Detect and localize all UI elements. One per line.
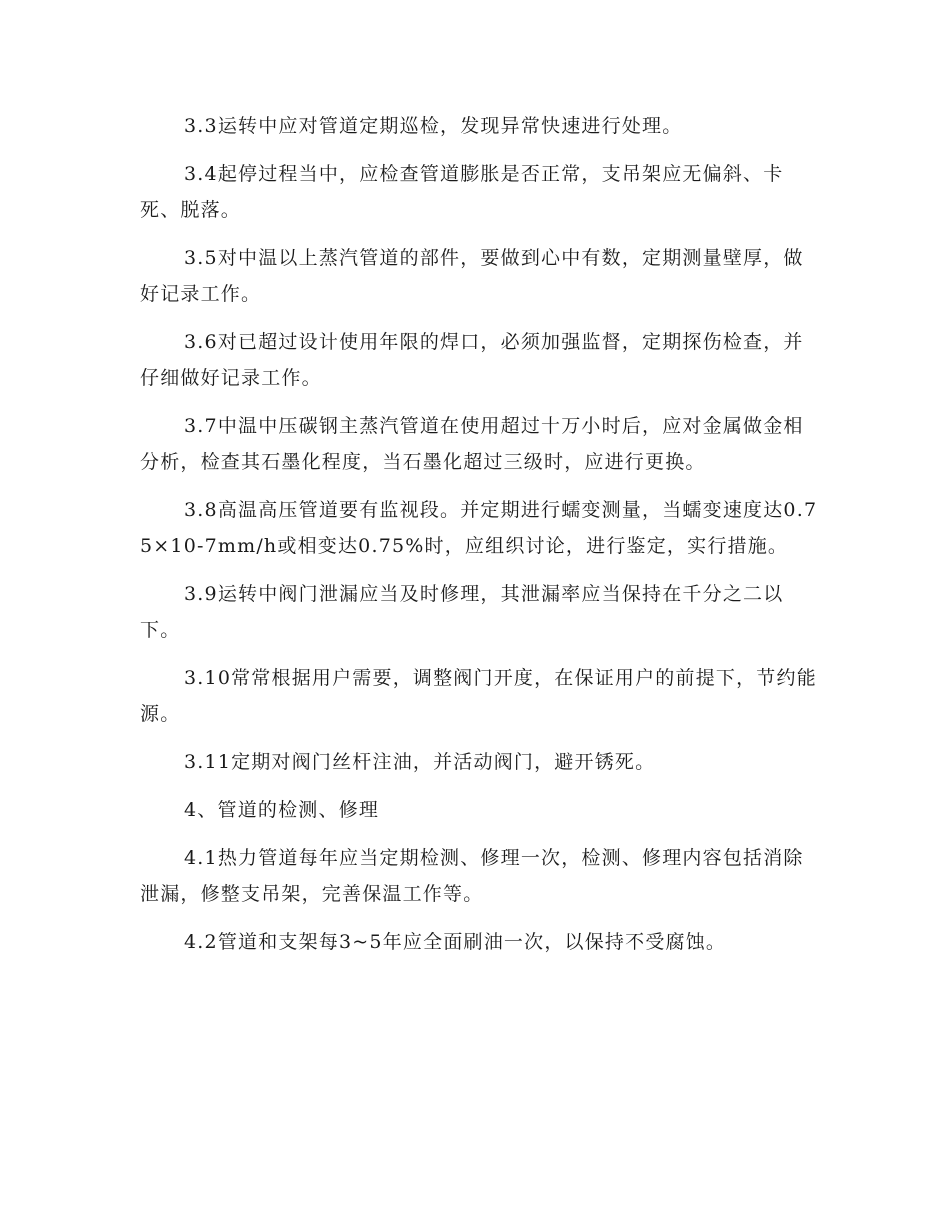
paragraph-3-3: 3.3运转中应对管道定期巡检，发现异常快速进行处理。 [184,115,683,137]
paragraph-3-8: 3.8高温高压管道要有监视段。并定期进行蠕变测量，当蠕变速度达0.75×10-7mm/h或相变达0.75%时，应组织讨论，进行鉴定，实行措施。 [140,499,818,557]
paragraph-3-6: 3.6对已超过设计使用年限的焊口，必须加强监督，定期探伤检查，并仔细做好记录工作。 [140,331,804,389]
paragraph-3-9: 3.9运转中阀门泄漏应当及时修理，其泄漏率应当保持在千分之二以下。 [140,583,784,641]
paragraph-3-10: 3.10常常根据用户需要，调整阀门开度，在保证用户的前提下，节约能源。 [140,667,817,725]
paragraph-4-2: 4.2管道和支架每3~5年应全面刷油一次，以保持不受腐蚀。 [184,931,727,953]
document-body [140,108,820,972]
paragraph-3-7: 3.7中温中压碳钢主蒸汽管道在使用超过十万小时后，应对金属做金相分析，检查其石墨化程度，当石墨化超过三级时，应进行更换。 [140,415,804,473]
paragraph-3-5: 3.5对中温以上蒸汽管道的部件，要做到心中有数，定期测量壁厚，做好记录工作。 [140,247,804,305]
paragraph-3-4: 3.4起停过程当中，应检查管道膨胀是否正常，支吊架应无偏斜、卡死、脱落。 [140,163,784,221]
paragraph-3-11: 3.11定期对阀门丝杆注油，并活动阀门，避开锈死。 [184,751,656,773]
paragraph-4-1: 4.1热力管道每年应当定期检测、修理一次，检测、修理内容包括消除泄漏，修整支吊架，完善保温工作等。 [140,847,804,905]
section-heading-4: 4、管道的检测、修理 [184,799,380,821]
